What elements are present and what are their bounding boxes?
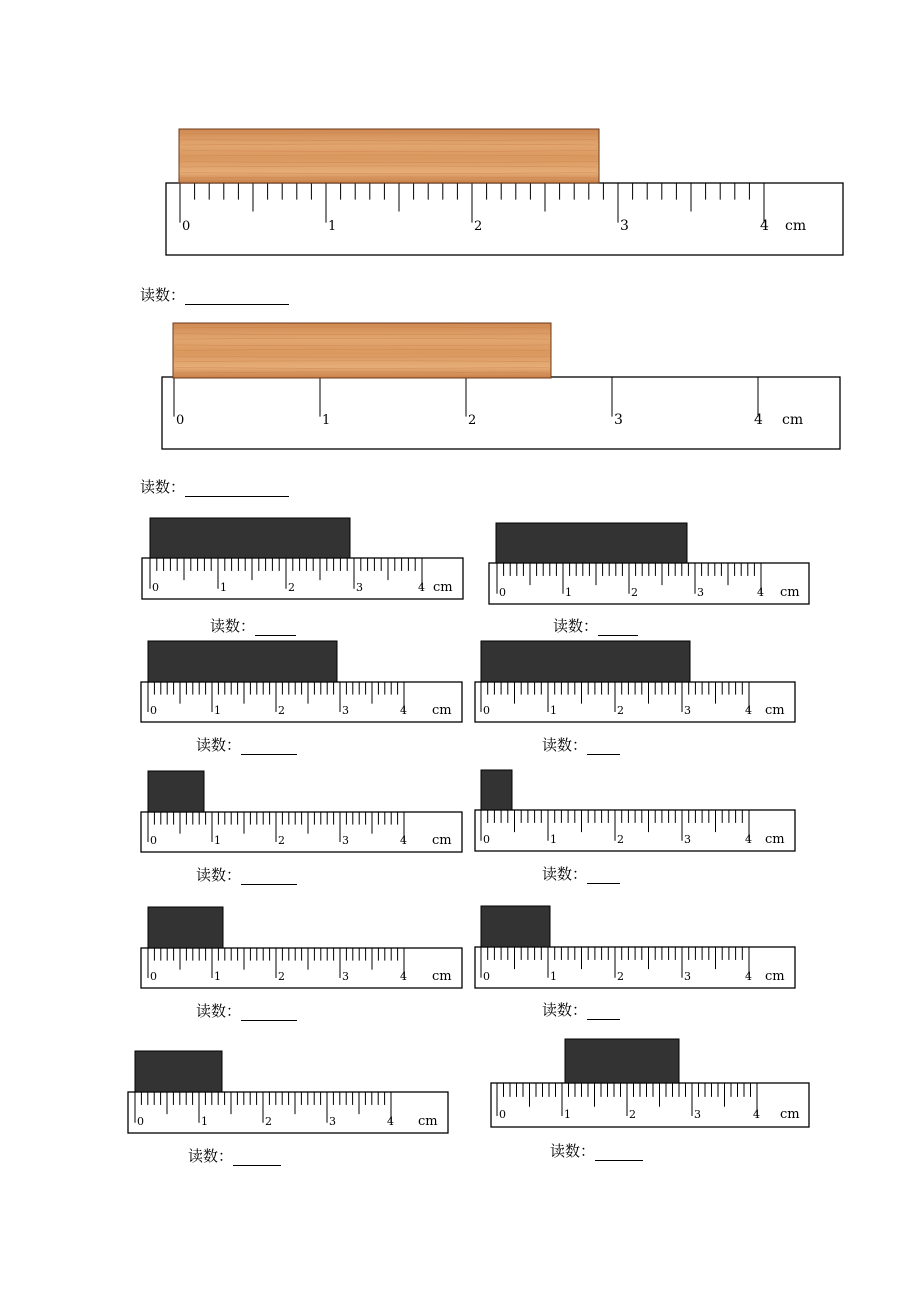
tick-label-1: 1: [550, 704, 557, 717]
tick-label-2: 2: [265, 1114, 272, 1128]
unit-label: cm: [765, 703, 785, 718]
tick-label-2: 2: [474, 218, 483, 234]
unit-label: cm: [765, 968, 785, 984]
unit-label: cm: [785, 217, 807, 234]
unit-label: cm: [432, 969, 452, 984]
tick-label-1: 1: [201, 1114, 208, 1128]
unit-label: cm: [418, 1113, 438, 1129]
unit-label: cm: [433, 579, 453, 595]
ruler-body: [491, 1083, 809, 1127]
tick-label-0: 0: [150, 970, 157, 983]
tick-label-2: 2: [629, 1108, 636, 1122]
tick-label-3: 3: [356, 580, 363, 594]
tick-label-3: 3: [697, 585, 704, 599]
tick-label-2: 2: [631, 585, 638, 599]
reading-answer-blank[interactable]: [595, 1146, 643, 1161]
tick-label-4: 4: [760, 217, 769, 234]
reading-label-text: 读数：: [542, 865, 588, 883]
tick-label-3: 3: [684, 704, 691, 717]
tick-label-4: 4: [745, 704, 752, 717]
tick-label-3: 3: [329, 1114, 336, 1128]
tick-label-0: 0: [499, 585, 506, 599]
tick-label-3: 3: [342, 970, 349, 983]
tick-label-3: 3: [620, 217, 629, 234]
tick-label-3: 3: [684, 969, 691, 983]
tick-label-1: 1: [564, 1108, 571, 1122]
tick-label-4: 4: [387, 1114, 394, 1128]
reading-label-text: 读数：: [196, 866, 242, 884]
tick-label-0: 0: [176, 412, 185, 428]
reading-label-text: 读数：: [140, 478, 186, 496]
tick-label-1: 1: [214, 970, 221, 983]
tick-label-4: 4: [757, 585, 764, 599]
measured-block: [565, 1039, 679, 1083]
reading-label-text: 读数：: [553, 617, 599, 635]
tick-label-1: 1: [214, 704, 221, 717]
tick-label-0: 0: [483, 969, 490, 983]
reading-label-text: 读数：: [196, 736, 242, 754]
reading-label-text: 读数：: [542, 1001, 588, 1019]
tick-label-4: 4: [400, 834, 407, 847]
tick-label-1: 1: [220, 580, 227, 594]
tick-label-2: 2: [278, 970, 285, 983]
reading-label-text: 读数：: [140, 286, 186, 304]
unit-label: cm: [765, 831, 785, 847]
reading-label-text: 读数：: [210, 617, 256, 635]
reading-label-text: 读数：: [550, 1142, 596, 1160]
tick-label-2: 2: [617, 832, 624, 846]
tick-label-1: 1: [214, 834, 221, 847]
tick-label-2: 2: [288, 580, 295, 594]
tick-label-4: 4: [754, 411, 763, 428]
tick-label-2: 2: [278, 834, 285, 847]
tick-label-2: 2: [278, 704, 285, 717]
tick-label-4: 4: [745, 832, 752, 846]
unit-label: cm: [432, 703, 452, 718]
tick-label-0: 0: [152, 580, 159, 594]
tick-label-0: 0: [483, 704, 490, 717]
tick-label-4: 4: [753, 1108, 760, 1122]
tick-label-1: 1: [550, 969, 557, 983]
tick-label-1: 1: [322, 412, 331, 428]
unit-label: cm: [432, 833, 452, 848]
reading-label-text: 读数：: [188, 1147, 234, 1165]
tick-label-0: 0: [150, 704, 157, 717]
tick-label-0: 0: [483, 832, 490, 846]
reading-label-text: 读数：: [196, 1002, 242, 1020]
tick-label-4: 4: [400, 704, 407, 717]
tick-label-0: 0: [150, 834, 157, 847]
tick-label-4: 4: [745, 969, 752, 983]
tick-label-3: 3: [342, 704, 349, 717]
tick-label-1: 1: [550, 832, 557, 846]
tick-label-3: 3: [614, 411, 623, 428]
tick-label-1: 1: [565, 585, 572, 599]
tick-label-3: 3: [694, 1108, 701, 1122]
reading-label: [550, 1140, 643, 1161]
tick-label-0: 0: [182, 218, 191, 234]
tick-label-2: 2: [617, 704, 624, 717]
tick-label-2: 2: [468, 412, 477, 428]
tick-label-3: 3: [684, 832, 691, 846]
tick-label-1: 1: [328, 218, 337, 234]
reading-label-text: 读数：: [542, 736, 588, 754]
unit-label: cm: [782, 411, 804, 428]
unit-label: cm: [780, 1107, 800, 1123]
tick-label-0: 0: [499, 1108, 506, 1122]
tick-label-4: 4: [418, 580, 425, 594]
tick-label-2: 2: [617, 969, 624, 983]
tick-label-3: 3: [342, 834, 349, 847]
unit-label: cm: [780, 584, 800, 600]
tick-label-4: 4: [400, 970, 407, 983]
tick-label-0: 0: [137, 1114, 144, 1128]
